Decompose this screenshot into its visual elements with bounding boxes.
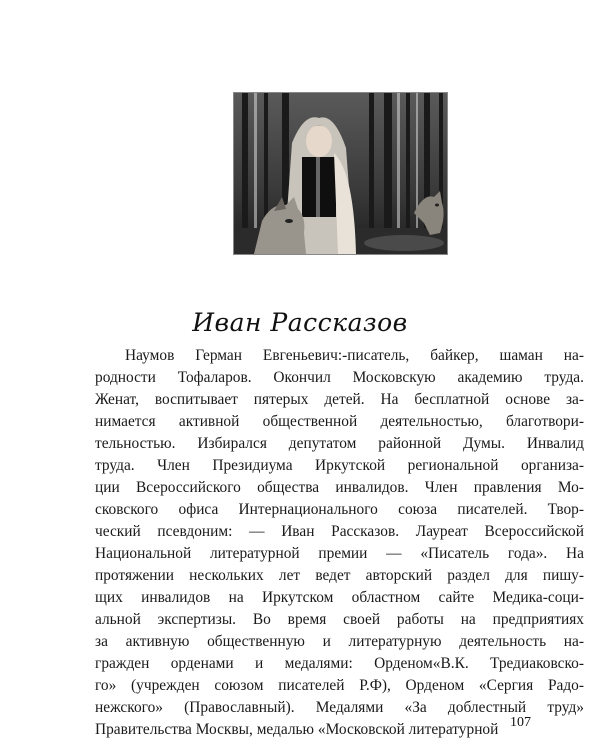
bio-line: за активную общественную и литературную деятельность на- <box>95 633 584 650</box>
bio-line: Наумов Герман Евгеньевич:-писатель, байкер, шаман на- <box>125 347 584 364</box>
bio-line: Правительства Москвы, медалью «Московской литературной <box>95 721 499 738</box>
bio-line: Национальной литературной премии — «Писатель года». На <box>95 545 584 562</box>
author-photo <box>233 92 448 255</box>
biography-paragraph <box>95 345 584 741</box>
bio-line: нимается активной общественной деятельностью, благотвори- <box>95 413 584 430</box>
bio-line: ческий псевдоним: — Иван Рассказов. Лауреат Всероссийской <box>95 523 584 540</box>
author-name-heading: Иван Рассказов <box>192 308 408 337</box>
bio-line: родности Тофаларов. Окончил Московскую академию труда. <box>95 369 584 386</box>
bio-line: гражден орденами и медалями: Орденом«В.К. Тредиаковско- <box>95 655 584 672</box>
bio-line: щих инвалидов на Иркутском областном сайте Медика-соци- <box>95 589 584 606</box>
bio-line: Женат, воспитывает пятерых детей. На бесплатной основе за- <box>95 391 584 408</box>
bio-line: сковского офиса Интернационального союза писателей. Твор- <box>95 501 584 518</box>
bio-line: протяжении нескольких лет ведет авторский раздел для пишу- <box>95 567 584 584</box>
bio-line: тельностью. Избирался депутатом районной Думы. Инвалид <box>95 435 584 452</box>
page-number: 107 <box>510 715 531 730</box>
bio-line: нежского» (Православный). Медалями «За доблестный труд» <box>95 699 584 716</box>
bio-line: труда. Член Президиума Иркутской региональной организа- <box>95 457 584 474</box>
photo-illustration <box>234 93 447 254</box>
bio-line: ции Всероссийского общества инвалидов. Член правления Мо- <box>95 479 584 496</box>
bio-line: альной экспертизы. Во время своей работы на предприятиях <box>95 611 584 628</box>
bio-line: го» (учрежден союзом писателей Р.Ф), Орденом «Сергия Радо- <box>95 677 584 694</box>
